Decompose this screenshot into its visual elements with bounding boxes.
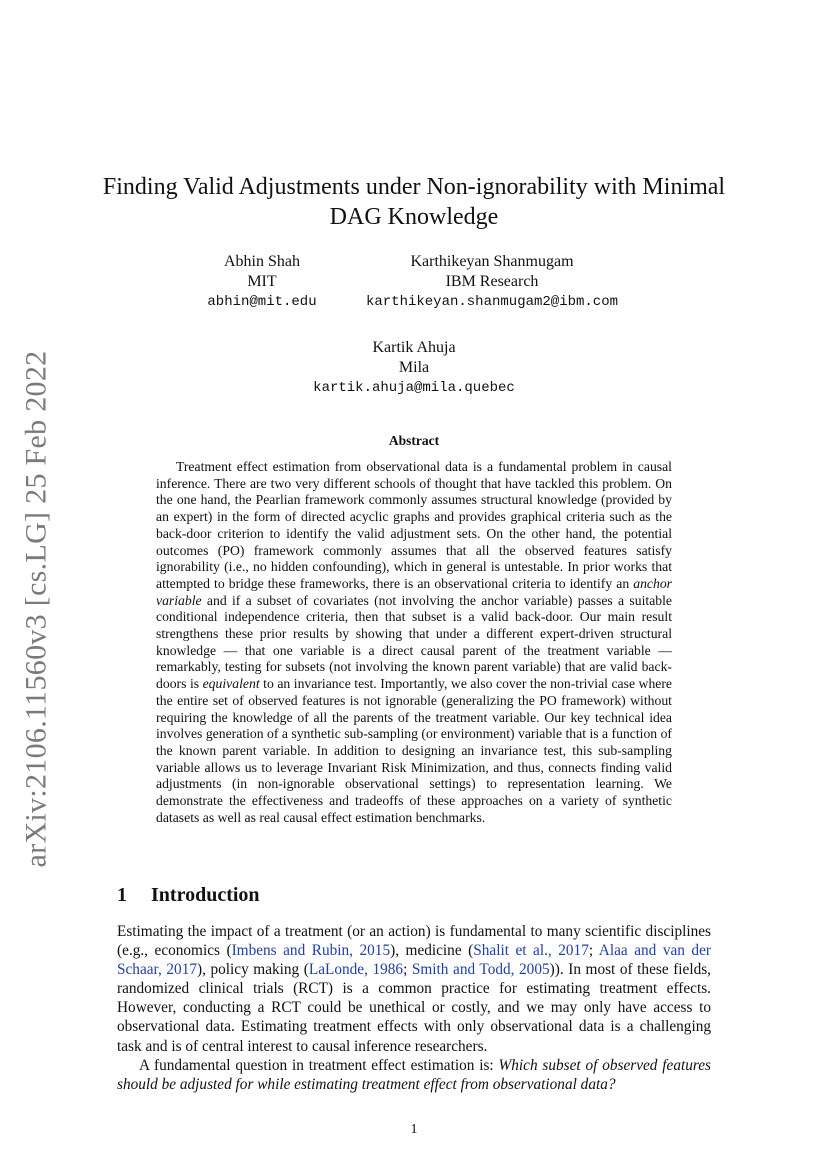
abstract-text-part: Treatment effect estimation from observational data is a fundamental problem in causal inference. There are two very different schools of thought that have tackled this problem. On the one hand, the Pearlian framework commonly assumes structural knowledge (provided by an expert) in the form of directed acyclic graphs and provides graphical criteria such as the back-door criterion to identify the valid adjustment sets. On the other hand, the potential outcomes (PO) framework commonly assumes that all the observed features satisfy ignorability (i.e., no hidden confounding), which in general is untestable. In prior works that attempted to bridge these frameworks, there is an observational criteria to identify an [156,459,672,591]
author-block-2 [352,252,632,312]
abstract-emphasis: anchor variable [156,575,672,608]
intro-paragraph-1 [117,922,711,1056]
author-name: Abhin Shah [224,253,300,270]
intro-paragraph-2 [117,1056,711,1094]
citation-link[interactable]: Shalit et al., 2017 [473,942,589,960]
author-name: Karthikeyan Shanmugam [410,253,574,270]
introduction-body [117,922,711,1094]
page-number: 1 [410,1122,418,1137]
abstract-heading: Abstract [388,433,440,448]
citation-link[interactable]: Imbens and Rubin, 2015 [231,942,391,960]
intro-question: Which subset of observed features should be adjusted for while estimating treatment effect from observational data? [117,1056,711,1093]
author-block-1 [192,252,332,312]
abstract-text-part: to an invariance test. Importantly, we also cover the non-trivial case where the entire set of observed features is not ignorable (generalizing the PO framework) without requiring the knowledge of all the parents of the treatment variable. Our key technical idea involves generation of a synthetic sub-sampling (or environment) variable that is a function of the known parent variable. In addition to designing an invariance test, this sub-sampling variable allows us to leverage Invariant Risk Minimization, and thus, connects finding valid adjustments (in non-ignorable observational settings) to representation learning. We demonstrate the effectiveness and tradeoffs of these approaches on a variety of synthetic datasets as well as real causal effect estimation benchmarks. [156,676,672,825]
section-heading [117,884,517,907]
intro-text: Estimating the impact of a treatment (or an action) is fundamental to many scientific disciplines (e.g., economics ( [117,923,711,960]
author-affiliation: IBM Research [445,273,539,290]
abstract-emphasis: equivalent [202,676,260,692]
arxiv-identifier-stamp [14,350,58,868]
author-affiliation: MIT [247,273,277,290]
abstract-text [156,459,672,826]
intro-text: A fundamental question in treatment effect estimation is: [139,1056,499,1074]
section-title: Introduction [151,884,260,906]
arxiv-id-text: arXiv:2106.11560v3 [cs.LG] 25 Feb 2022 [19,350,53,868]
author-email: kartik.ahuja@mila.quebec [313,380,515,396]
author-affiliation: Mila [398,359,430,376]
intro-text: ), medicine ( [390,942,474,960]
author-name: Kartik Ahuja [372,339,456,356]
author-email: abhin@mit.edu [207,294,317,310]
intro-text: ; [403,961,412,979]
citation-link[interactable]: Smith and Todd, 2005 [411,961,550,979]
intro-text: )). In most of these fields, randomized clinical trials (RCT) is a common practice for estimating treatment effects. However, conducting a RCT could be unethical or costly, and we may only have access to observational data. Estimating treatment effects with only observational data is a challenging task and is of central interest to causal inference researchers. [117,961,711,1055]
section-number: 1 [117,884,127,906]
abstract-text-part: and if a subset of covariates (not involving the anchor variable) passes a suitable conditional independence criteria, then that subset is a valid back-door. Our main result strengthens these prior results by showing that under a different expert-driven structural knowledge — that one variable is a direct causal parent of the treatment variable — remarkably, testing for subsets (not involving the known parent variable) that are valid back-doors is [156,592,672,692]
intro-text: ; [588,942,599,960]
paper-title: Finding Valid Adjustments under Non-ignorability with Minimal DAG Knowledge [102,174,726,230]
author-block-3 [294,338,534,398]
author-email: karthikeyan.shanmugam2@ibm.com [365,294,619,310]
citation-link[interactable]: LaLonde, 1986 [308,961,404,979]
intro-text: ), policy making ( [197,961,309,979]
citation-link[interactable]: Alaa and van der Schaar, 2017 [117,942,711,979]
